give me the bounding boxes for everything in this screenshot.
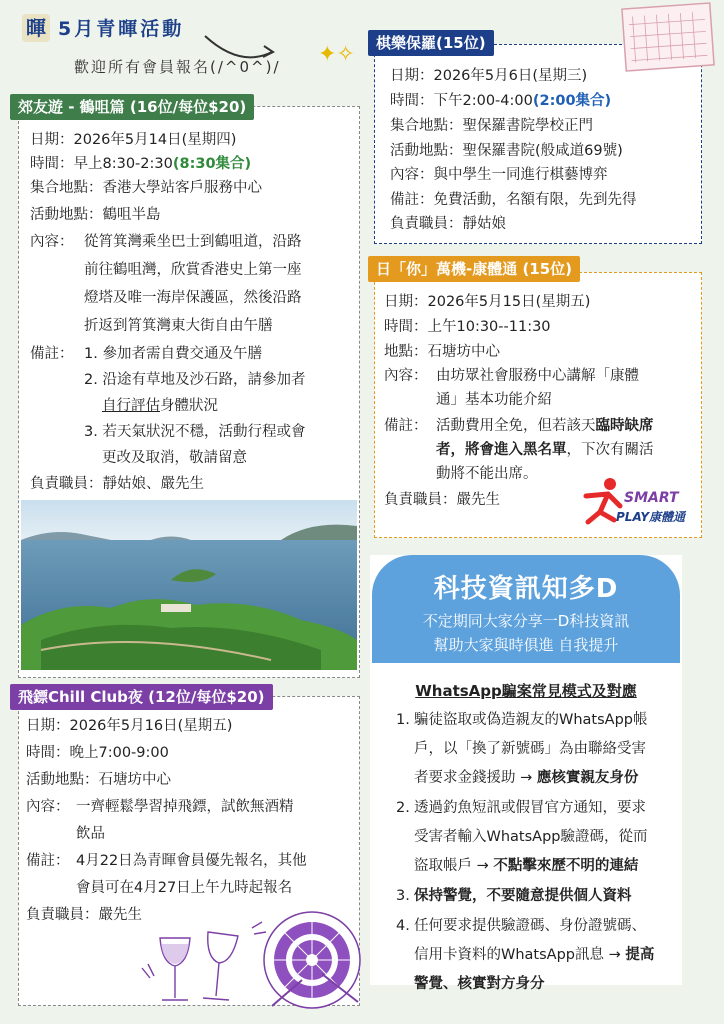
item-line: 信用卡資料的WhatsApp訊息 → [414, 947, 626, 963]
item-line: 騙徒盜取或偽造親友的WhatsApp帳 [414, 712, 648, 728]
smart-content-1: 由坊眾社會服務中心講解「康體 [436, 368, 639, 384]
darts-date: 2026年5月16日(星期五) [69, 718, 233, 734]
darts-tag: 飛鏢Chill Club夜 (12位/每位$20) [10, 684, 273, 710]
item-line: 受害者輸入WhatsApp驗證碼，從而 [414, 829, 648, 845]
item-emphasis: 警覺、核實對方身分 [414, 976, 545, 992]
chess-staff: 靜姑娘 [462, 216, 506, 232]
header-hui-badge: 暉 [22, 14, 50, 42]
chess-meet: 聖保羅書院學校正門 [462, 118, 593, 134]
logo-top-text: SMART [624, 490, 679, 506]
trip-content-1: 從筲箕灣乘坐巴士到鶴咀道，沿路 [84, 234, 302, 250]
list-item [396, 882, 686, 911]
label: 集合地點： [30, 180, 103, 196]
trip-content-4: 折返到筲箕灣東大街自由午膳 [84, 318, 273, 334]
smart-note-3: 動將不能出席。 [436, 466, 538, 482]
label: 負責職員： [26, 907, 99, 923]
label: 負責職員： [384, 492, 457, 508]
darts-content-1: 一齊輕鬆學習掉飛鏢，試飲無酒精 [76, 799, 294, 815]
label: 內容： [390, 167, 434, 183]
chess-time: 下午2:00-4:00 [433, 93, 533, 109]
page-subtitle: 歡迎所有會員報名(/^0^)/ [74, 58, 281, 76]
item-line: 戶，以「換了新號碼」為由聯絡受害 [414, 741, 646, 757]
item-emphasis: 不點擊來歷不明的連結 [493, 858, 639, 874]
sparkle-icon: ✦✧ [318, 42, 355, 67]
smart-venue: 石塘坊中心 [427, 344, 500, 360]
smart-time: 上午10:30--11:30 [427, 319, 551, 335]
item-line: 透過釣魚短訊或假冒官方通知，要求 [414, 800, 646, 816]
chess-time-meet: (2:00集合) [532, 93, 612, 109]
item-number: 3. [396, 888, 410, 904]
trip-note-1: 1. 參加者需自費交通及午膳 [84, 346, 262, 362]
label: 內容： [384, 368, 428, 384]
darts-note-1: 4月22日為青暉會員優先報名，其他 [76, 853, 307, 869]
label: 時間： [30, 156, 74, 172]
label: 內容： [26, 799, 70, 815]
trip-venue: 鶴咀半島 [102, 207, 161, 223]
label: 備註： [384, 418, 428, 434]
label: 活動地點： [390, 143, 463, 159]
label: 時間： [26, 745, 70, 761]
label: 時間： [390, 93, 434, 109]
item-number: 1. [396, 712, 410, 728]
trip-time: 早上8:30-2:30 [73, 156, 173, 172]
item-line: 任何要求提供驗證碼、身份證號碼、 [414, 918, 646, 934]
darts-content-2: 飲品 [76, 826, 105, 842]
page-title: 5月青暉活動 [58, 18, 185, 40]
label: 活動地點： [30, 207, 103, 223]
chess-date: 2026年5月6日(星期三) [433, 68, 588, 84]
label: 備註： [390, 192, 434, 208]
tech-subtitle-1: 不定期同大家分享一D科技資訊 [422, 612, 630, 630]
label: 時間： [384, 319, 428, 335]
smart-note-2b: ，下次有關活 [566, 442, 654, 458]
label: 日期： [26, 718, 70, 734]
item-number: 4. [396, 918, 410, 934]
list-item [396, 912, 686, 999]
list-item [396, 706, 686, 793]
dartboard-icon [262, 904, 362, 1016]
item-emphasis: 應核實親友身份 [536, 770, 639, 786]
logo-bottom-text: PLAY康體通 [616, 510, 686, 524]
smart-content-2: 通」基本功能介紹 [436, 392, 552, 408]
smartplay-logo [580, 476, 700, 530]
tech-subtitle-2: 幫助大家與時俱進 自我提升 [433, 636, 619, 654]
label: 備註： [30, 346, 74, 362]
list-item [396, 794, 686, 881]
trip-note-2a: 2. 沿途有草地及沙石路，請參加者 [84, 372, 306, 388]
label: 負責職員： [30, 476, 103, 492]
trip-content-2: 前往鶴咀灣，欣賞香港史上第一座 [84, 262, 302, 278]
darts-staff: 嚴先生 [98, 907, 142, 923]
label: 內容： [30, 234, 74, 250]
darts-venue: 石塘坊中心 [98, 772, 171, 788]
darts-note-2: 會員可在4月27日上午九時起報名 [76, 880, 293, 896]
item-emphasis: 保持警覺，不要隨意提供個人資料 [414, 888, 632, 904]
label: 日期： [30, 132, 74, 148]
label: 集合地點： [390, 118, 463, 134]
label: 日期： [390, 68, 434, 84]
chess-content: 與中學生一同進行棋藝博弈 [433, 167, 608, 183]
smartplay-tag: 日「你」萬機-康體通 (15位) [368, 256, 580, 282]
item-line: 者要求金錢援助 → [414, 770, 537, 786]
trip-note-2b: 身體狀況 [160, 398, 218, 414]
label: 地點： [384, 344, 428, 360]
trip-time-meet: (8:30集合) [172, 156, 252, 172]
tech-title: 科技資訊知多D [433, 574, 619, 604]
label: 活動地點： [26, 772, 99, 788]
trip-note-2b-underline: 自行評估 [102, 398, 160, 414]
trip-note-3b: 更改及取消，敬請留意 [102, 450, 247, 466]
item-line: 盜取帳戶 → [414, 858, 494, 874]
trip-date: 2026年5月14日(星期四) [73, 132, 237, 148]
chess-tag: 棋樂保羅(15位) [368, 30, 494, 56]
trip-meet: 香港大學站客戶服務中心 [102, 180, 262, 196]
trip-tag: 郊友遊 - 鶴咀篇 (16位/每位$20) [10, 94, 254, 120]
smart-note-1a: 活動費用全免，但若該天 [436, 418, 596, 434]
darts-time: 晚上7:00-9:00 [69, 745, 169, 761]
smart-note-1b: 臨時缺席 [595, 418, 654, 434]
label: 日期： [384, 294, 428, 310]
smart-staff: 嚴先生 [456, 492, 500, 508]
smart-note-2a: 者，將會進入黑名單 [436, 442, 567, 458]
trip-note-3a: 3. 若天氣狀況不穩，活動行程或會 [84, 424, 306, 440]
chess-venue: 聖保羅書院(般咸道69號) [462, 143, 623, 159]
label: 備註： [26, 853, 70, 869]
item-number: 2. [396, 800, 410, 816]
chess-note: 免費活動，名額有限，先到先得 [433, 192, 637, 208]
trip-staff: 靜姑娘、嚴先生 [102, 476, 204, 492]
headland-landscape-photo [21, 500, 357, 670]
cheers-glasses-illustration [140, 918, 270, 1014]
tech-heading: WhatsApp騙案常見模式及對應 [415, 682, 637, 700]
smart-date: 2026年5月15日(星期五) [427, 294, 591, 310]
trip-content-3: 燈塔及唯一海岸保護區，然後沿路 [84, 290, 302, 306]
item-emphasis: 提高 [625, 947, 655, 963]
label: 負責職員： [390, 216, 463, 232]
chess-board-icon [620, 2, 716, 72]
